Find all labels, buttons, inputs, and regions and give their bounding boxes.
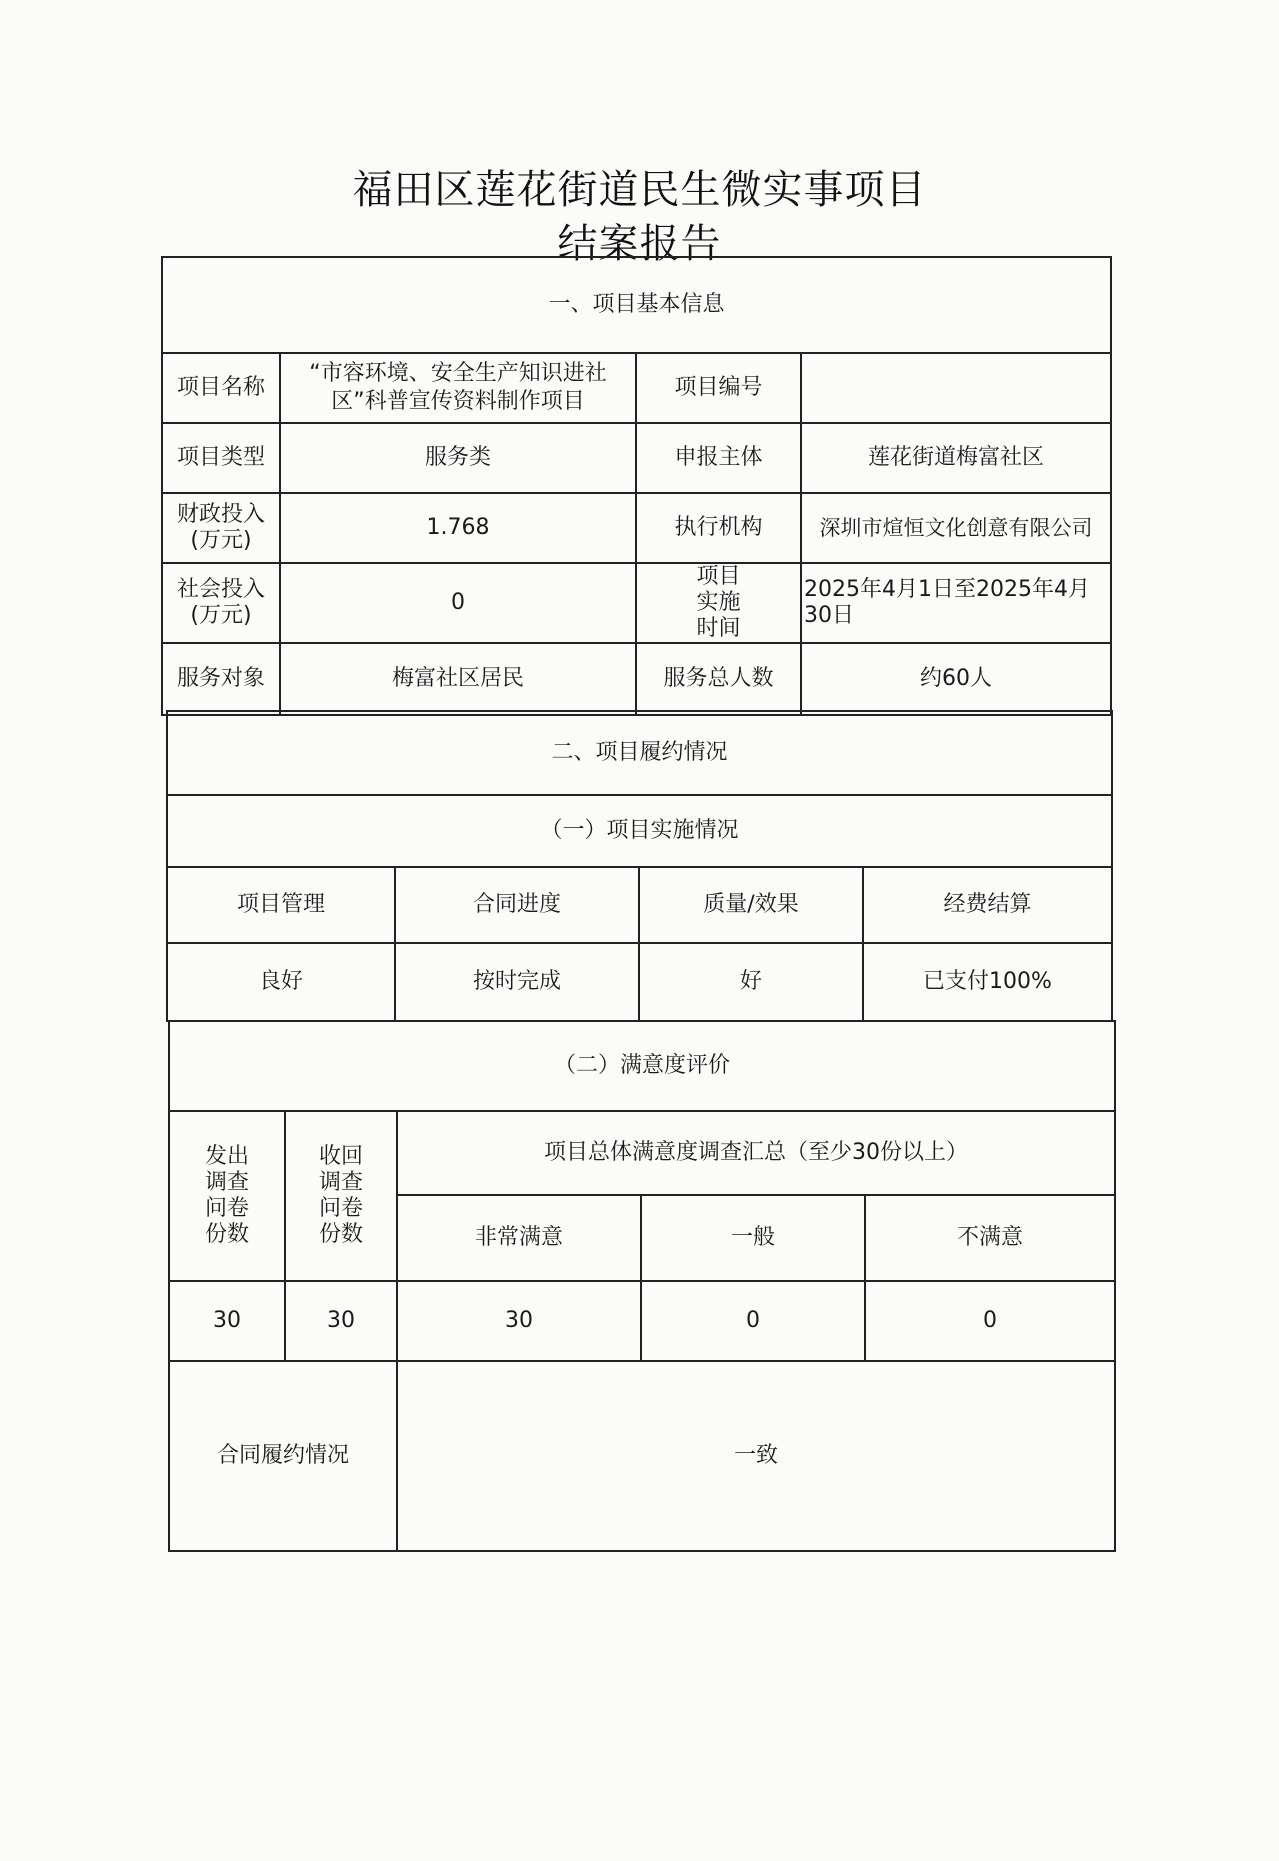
- label-project-name: 项目名称: [162, 353, 280, 423]
- implementation-table: [166, 710, 1113, 1022]
- label-service-count: 服务总人数: [636, 643, 801, 715]
- value-contract-progress: 按时完成: [395, 943, 639, 1021]
- header-contract-progress: 合同进度: [395, 867, 639, 943]
- label-returned-questionnaires: 收回调查问卷份数: [285, 1111, 397, 1281]
- page-subtitle: 结案报告: [557, 221, 722, 267]
- value-executor: 深圳市煊恒文化创意有限公司: [801, 493, 1111, 563]
- value-very-satisfied: 30: [397, 1281, 641, 1361]
- value-dissatisfied: 0: [865, 1281, 1115, 1361]
- value-budget-settlement: 已支付100%: [863, 943, 1112, 1021]
- label-project-number: 项目编号: [636, 353, 801, 423]
- satisfaction-table: [168, 1020, 1116, 1552]
- value-returned: 30: [285, 1281, 397, 1361]
- page-title: 福田区莲花街道民生微实事项目: [352, 167, 927, 213]
- section-performance-title: 二、项目履约情况: [167, 711, 1112, 795]
- label-applicant: 申报主体: [636, 423, 801, 493]
- header-very-satisfied: 非常满意: [397, 1195, 641, 1281]
- value-project-type: 服务类: [280, 423, 636, 493]
- value-implementation-period: 2025年4月1日至2025年4月30日: [801, 563, 1111, 643]
- label-social-investment: 社会投入(万元): [162, 563, 280, 643]
- header-quality-effect: 质量/效果: [639, 867, 863, 943]
- header-project-management: 项目管理: [167, 867, 395, 943]
- value-average: 0: [641, 1281, 865, 1361]
- value-issued: 30: [169, 1281, 285, 1361]
- value-service-target: 梅富社区居民: [280, 643, 636, 715]
- basic-info-table: [161, 256, 1112, 716]
- value-applicant: 莲花街道梅富社区: [801, 423, 1111, 493]
- value-contract-performance: 一致: [397, 1361, 1115, 1551]
- value-fiscal-investment: 1.768: [280, 493, 636, 563]
- label-implementation-period: 项目实施时间: [636, 563, 801, 643]
- value-project-number: [801, 353, 1111, 423]
- value-quality-effect: 好: [639, 943, 863, 1021]
- section-basic-info-title: 一、项目基本信息: [162, 257, 1111, 353]
- label-contract-performance: 合同履约情况: [169, 1361, 397, 1551]
- label-project-type: 项目类型: [162, 423, 280, 493]
- label-service-target: 服务对象: [162, 643, 280, 715]
- label-satisfaction-summary: 项目总体满意度调查汇总（至少30份以上）: [397, 1111, 1115, 1195]
- value-service-count: 约60人: [801, 643, 1111, 715]
- label-issued-questionnaires: 发出调查问卷份数: [169, 1111, 285, 1281]
- value-project-name: “市容环境、安全生产知识进社区”科普宣传资料制作项目: [280, 353, 636, 423]
- header-dissatisfied: 不满意: [865, 1195, 1115, 1281]
- value-project-management: 良好: [167, 943, 395, 1021]
- header-budget-settlement: 经费结算: [863, 867, 1112, 943]
- implementation-subtitle: （一）项目实施情况: [167, 795, 1112, 867]
- satisfaction-subtitle: （二）满意度评价: [169, 1021, 1115, 1111]
- value-social-investment: 0: [280, 563, 636, 643]
- header-average: 一般: [641, 1195, 865, 1281]
- label-fiscal-investment: 财政投入(万元): [162, 493, 280, 563]
- label-executor: 执行机构: [636, 493, 801, 563]
